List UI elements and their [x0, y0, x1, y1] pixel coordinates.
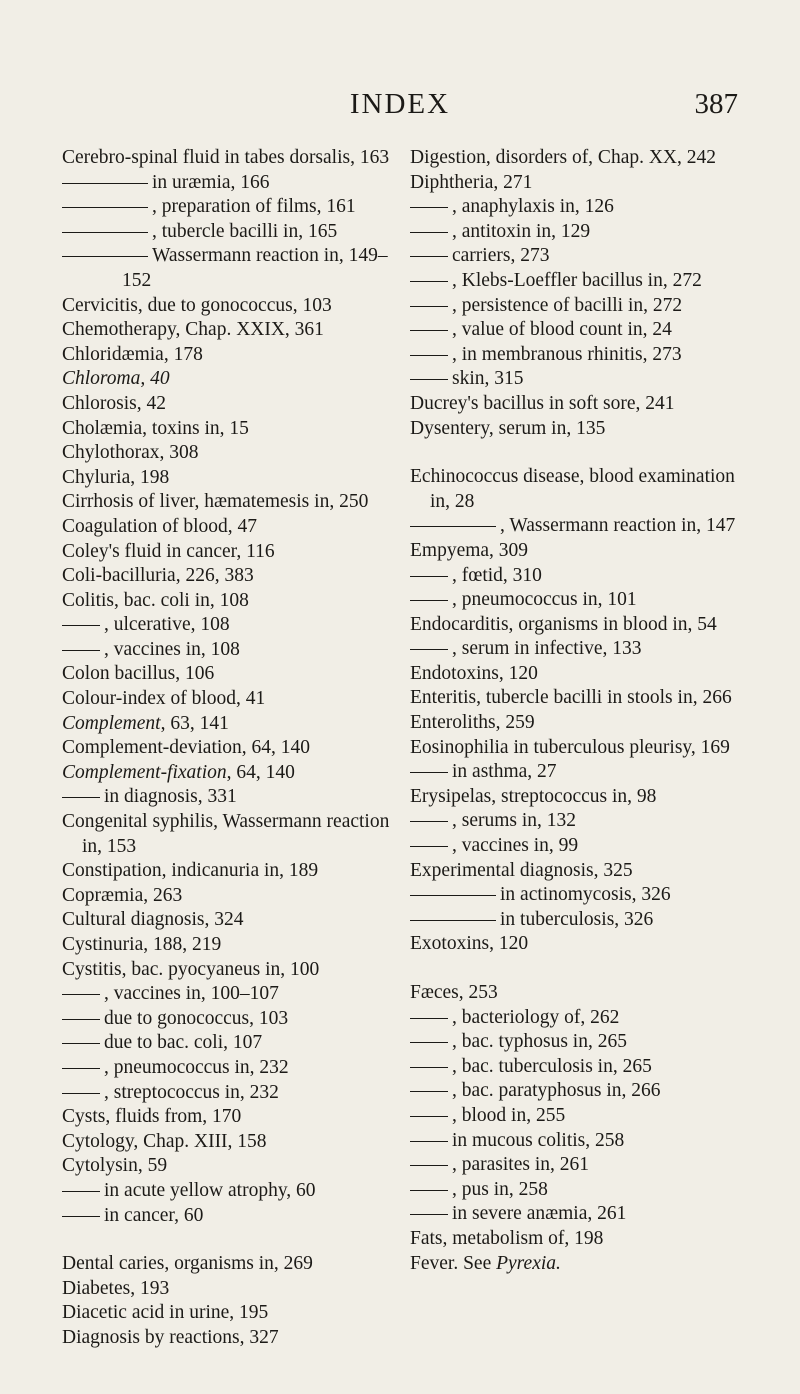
index-entry: Cultural diagnosis, 324	[62, 909, 244, 931]
section-gap	[410, 441, 740, 465]
index-subentry: Wassermann reaction in, 149–152	[62, 244, 392, 293]
index-subentry: , bacteriology of, 262	[410, 1006, 740, 1031]
index-entry: Cervicitis, due to gonococcus, 103	[62, 294, 332, 316]
repeat-dash	[410, 576, 448, 577]
index-entry: Dysentery, serum in, 135	[410, 417, 606, 439]
repeat-dash	[62, 625, 100, 626]
repeat-dash	[410, 1067, 448, 1068]
index-entry: Experimental diagnosis, 325	[410, 859, 633, 881]
index-entry: Cystitis, bac. pyocyaneus in, 100	[62, 958, 320, 980]
index-subentry: , blood in, 255	[410, 1104, 740, 1129]
index-entry: Cysts, fluids from, 170	[62, 1106, 242, 1128]
repeat-dash	[410, 1042, 448, 1043]
index-entry: Colour-index of blood, 41	[62, 688, 266, 710]
repeat-dash	[410, 920, 496, 921]
index-subentry: , streptococcus in, 232	[62, 1081, 392, 1106]
index-entry: Dental caries, organisms in, 269	[62, 1253, 313, 1275]
index-entry: Diabetes, 193	[62, 1277, 170, 1299]
index-entry: Colitis, bac. coli in, 108	[62, 589, 249, 611]
index-subentry: , vaccines in, 99	[410, 834, 740, 859]
repeat-dash	[410, 379, 448, 380]
index-entry: Copræmia, 263	[62, 884, 183, 906]
repeat-dash	[410, 1116, 448, 1117]
index-entry: Eosinophilia in tuberculous pleurisy, 169	[410, 736, 730, 758]
index-entry: Coagulation of blood, 47	[62, 515, 257, 537]
repeat-dash	[62, 797, 100, 798]
index-subentry: , parasites in, 261	[410, 1153, 740, 1178]
index-subentry: in diagnosis, 331	[62, 785, 392, 810]
repeat-dash	[410, 821, 448, 822]
repeat-dash	[410, 1091, 448, 1092]
index-subentry: , Klebs-Loeffler bacillus in, 272	[410, 269, 740, 294]
index-subentry: , Wassermann reaction in, 147	[410, 514, 740, 539]
index-subentry: , pneumococcus in, 101	[410, 588, 740, 613]
index-entry: Cystinuria, 188, 219	[62, 934, 222, 955]
index-subentry: , ulcerative, 108	[62, 613, 392, 638]
repeat-dash	[410, 895, 496, 896]
index-subentry: , bac. typhosus in, 265	[410, 1030, 740, 1055]
index-entry: Ducrey's bacillus in soft sore, 241	[410, 392, 675, 414]
index-column-right	[410, 146, 740, 1276]
index-subentry: , bac. paratyphosus in, 266	[410, 1079, 740, 1104]
index-subentry: , bac. tuberculosis in, 265	[410, 1055, 740, 1080]
repeat-dash	[410, 306, 448, 307]
index-entry: Chyluria, 198	[62, 466, 170, 488]
repeat-dash	[410, 1214, 448, 1215]
index-entry: Cholæmia, toxins in, 15	[62, 417, 249, 439]
page-header	[0, 88, 800, 128]
section-gap	[62, 1228, 392, 1252]
index-subentry: , value of blood count in, 24	[410, 318, 740, 343]
index-entry: Fever. See Pyrexia.	[410, 1252, 561, 1274]
index-entry: Constipation, indicanuria in, 189	[62, 860, 319, 882]
repeat-dash	[62, 256, 148, 257]
index-column-left	[62, 146, 392, 1351]
index-entry: Empyema, 309	[410, 539, 529, 561]
repeat-dash	[410, 281, 448, 282]
index-subentry: , fœtid, 310	[410, 564, 740, 589]
index-entry: Cerebro-spinal fluid in tabes dorsalis, 163	[62, 147, 390, 168]
index-entry: Fats, metabolism of, 198	[410, 1227, 604, 1249]
index-entry: Endocarditis, organisms in blood in, 54	[410, 613, 717, 635]
index-entry: Digestion, disorders of, Chap. XX, 242	[410, 147, 717, 168]
index-entry: Fæces, 253	[410, 982, 498, 1003]
index-subentry: in severe anæmia, 261	[410, 1202, 740, 1227]
repeat-dash	[410, 256, 448, 257]
index-entry: Diacetic acid in urine, 195	[62, 1302, 269, 1324]
repeat-dash	[62, 994, 100, 995]
index-entry: Coley's fluid in cancer, 116	[62, 540, 275, 562]
index-entry: Complement-deviation, 64, 140	[62, 737, 311, 759]
index-entry: Diagnosis by reactions, 327	[62, 1326, 279, 1348]
repeat-dash	[62, 232, 148, 233]
index-entry: Enteritis, tubercle bacilli in stools in, 266	[410, 687, 732, 709]
index-subentry: in tuberculosis, 326	[410, 908, 740, 933]
repeat-dash	[62, 1216, 100, 1217]
repeat-dash	[62, 1043, 100, 1044]
repeat-dash	[410, 330, 448, 331]
repeat-dash	[410, 1190, 448, 1191]
repeat-dash	[410, 355, 448, 356]
repeat-dash	[410, 526, 496, 527]
repeat-dash	[62, 1093, 100, 1094]
repeat-dash	[410, 649, 448, 650]
index-entry: Cytolysin, 59	[62, 1155, 168, 1177]
repeat-dash	[410, 232, 448, 233]
index-subentry: , pneumococcus in, 232	[62, 1056, 392, 1081]
repeat-dash	[410, 207, 448, 208]
index-entry: Congenital syphilis, Wassermann reaction in, 153	[62, 811, 390, 857]
repeat-dash	[410, 600, 448, 601]
index-entry: Chylothorax, 308	[62, 442, 199, 464]
repeat-dash	[410, 772, 448, 773]
index-subentry: due to gonococcus, 103	[62, 1007, 392, 1032]
index-subentry: in actinomycosis, 326	[410, 883, 740, 908]
index-subentry: in cancer, 60	[62, 1204, 392, 1229]
index-entry: Exotoxins, 120	[410, 933, 529, 955]
index-subentry: in acute yellow atrophy, 60	[62, 1179, 392, 1204]
repeat-dash	[410, 1141, 448, 1142]
index-entry: Enteroliths, 259	[410, 712, 535, 734]
index-entry: Erysipelas, streptococcus in, 98	[410, 785, 657, 807]
index-entry: Echinococcus disease, blood examination in, 28	[410, 466, 735, 512]
index-subentry: , in membranous rhinitis, 273	[410, 343, 740, 368]
index-subentry: , serum in infective, 133	[410, 637, 740, 662]
page-number: 387	[694, 88, 738, 120]
repeat-dash	[62, 1068, 100, 1069]
index-entry: Cytology, Chap. XIII, 158	[62, 1130, 267, 1152]
index-entry: Coli-bacilluria, 226, 383	[62, 565, 254, 587]
index-subentry: , antitoxin in, 129	[410, 220, 740, 245]
index-subentry: due to bac. coli, 107	[62, 1031, 392, 1056]
index-entry: Complement-fixation, 64, 140	[62, 761, 295, 783]
index-subentry: carriers, 273	[410, 244, 740, 269]
index-subentry: , anaphylaxis in, 126	[410, 195, 740, 220]
index-subentry: , tubercle bacilli in, 165	[62, 220, 392, 245]
section-gap	[410, 957, 740, 981]
index-entry: Complement, 63, 141	[62, 712, 229, 734]
index-entry: Chloridæmia, 178	[62, 343, 203, 365]
index-entry: Colon bacillus, 106	[62, 663, 215, 685]
repeat-dash	[62, 1191, 100, 1192]
index-entry: Chemotherapy, Chap. XXIX, 361	[62, 319, 324, 341]
repeat-dash	[62, 207, 148, 208]
index-entry: Diphtheria, 271	[410, 171, 533, 193]
index-subentry: in mucous colitis, 258	[410, 1129, 740, 1154]
index-subentry: in asthma, 27	[410, 760, 740, 785]
index-entry: Chlorosis, 42	[62, 392, 167, 414]
index-subentry: in uræmia, 166	[62, 171, 392, 196]
repeat-dash	[410, 1165, 448, 1166]
repeat-dash	[62, 1019, 100, 1020]
page-title: INDEX	[349, 88, 451, 120]
index-entry: Cirrhosis of liver, hæmatemesis in, 250	[62, 491, 369, 513]
index-entry: Chloroma, 40	[62, 368, 170, 390]
index-subentry: , pus in, 258	[410, 1178, 740, 1203]
repeat-dash	[62, 183, 148, 184]
index-subentry: , serums in, 132	[410, 809, 740, 834]
index-subentry: , vaccines in, 108	[62, 638, 392, 663]
index-subentry: skin, 315	[410, 367, 740, 392]
repeat-dash	[62, 650, 100, 651]
repeat-dash	[410, 846, 448, 847]
index-subentry: , vaccines in, 100–107	[62, 982, 392, 1007]
index-entry: Endotoxins, 120	[410, 662, 538, 684]
index-subentry: , preparation of films, 161	[62, 195, 392, 220]
index-subentry: , persistence of bacilli in, 272	[410, 294, 740, 319]
repeat-dash	[410, 1018, 448, 1019]
